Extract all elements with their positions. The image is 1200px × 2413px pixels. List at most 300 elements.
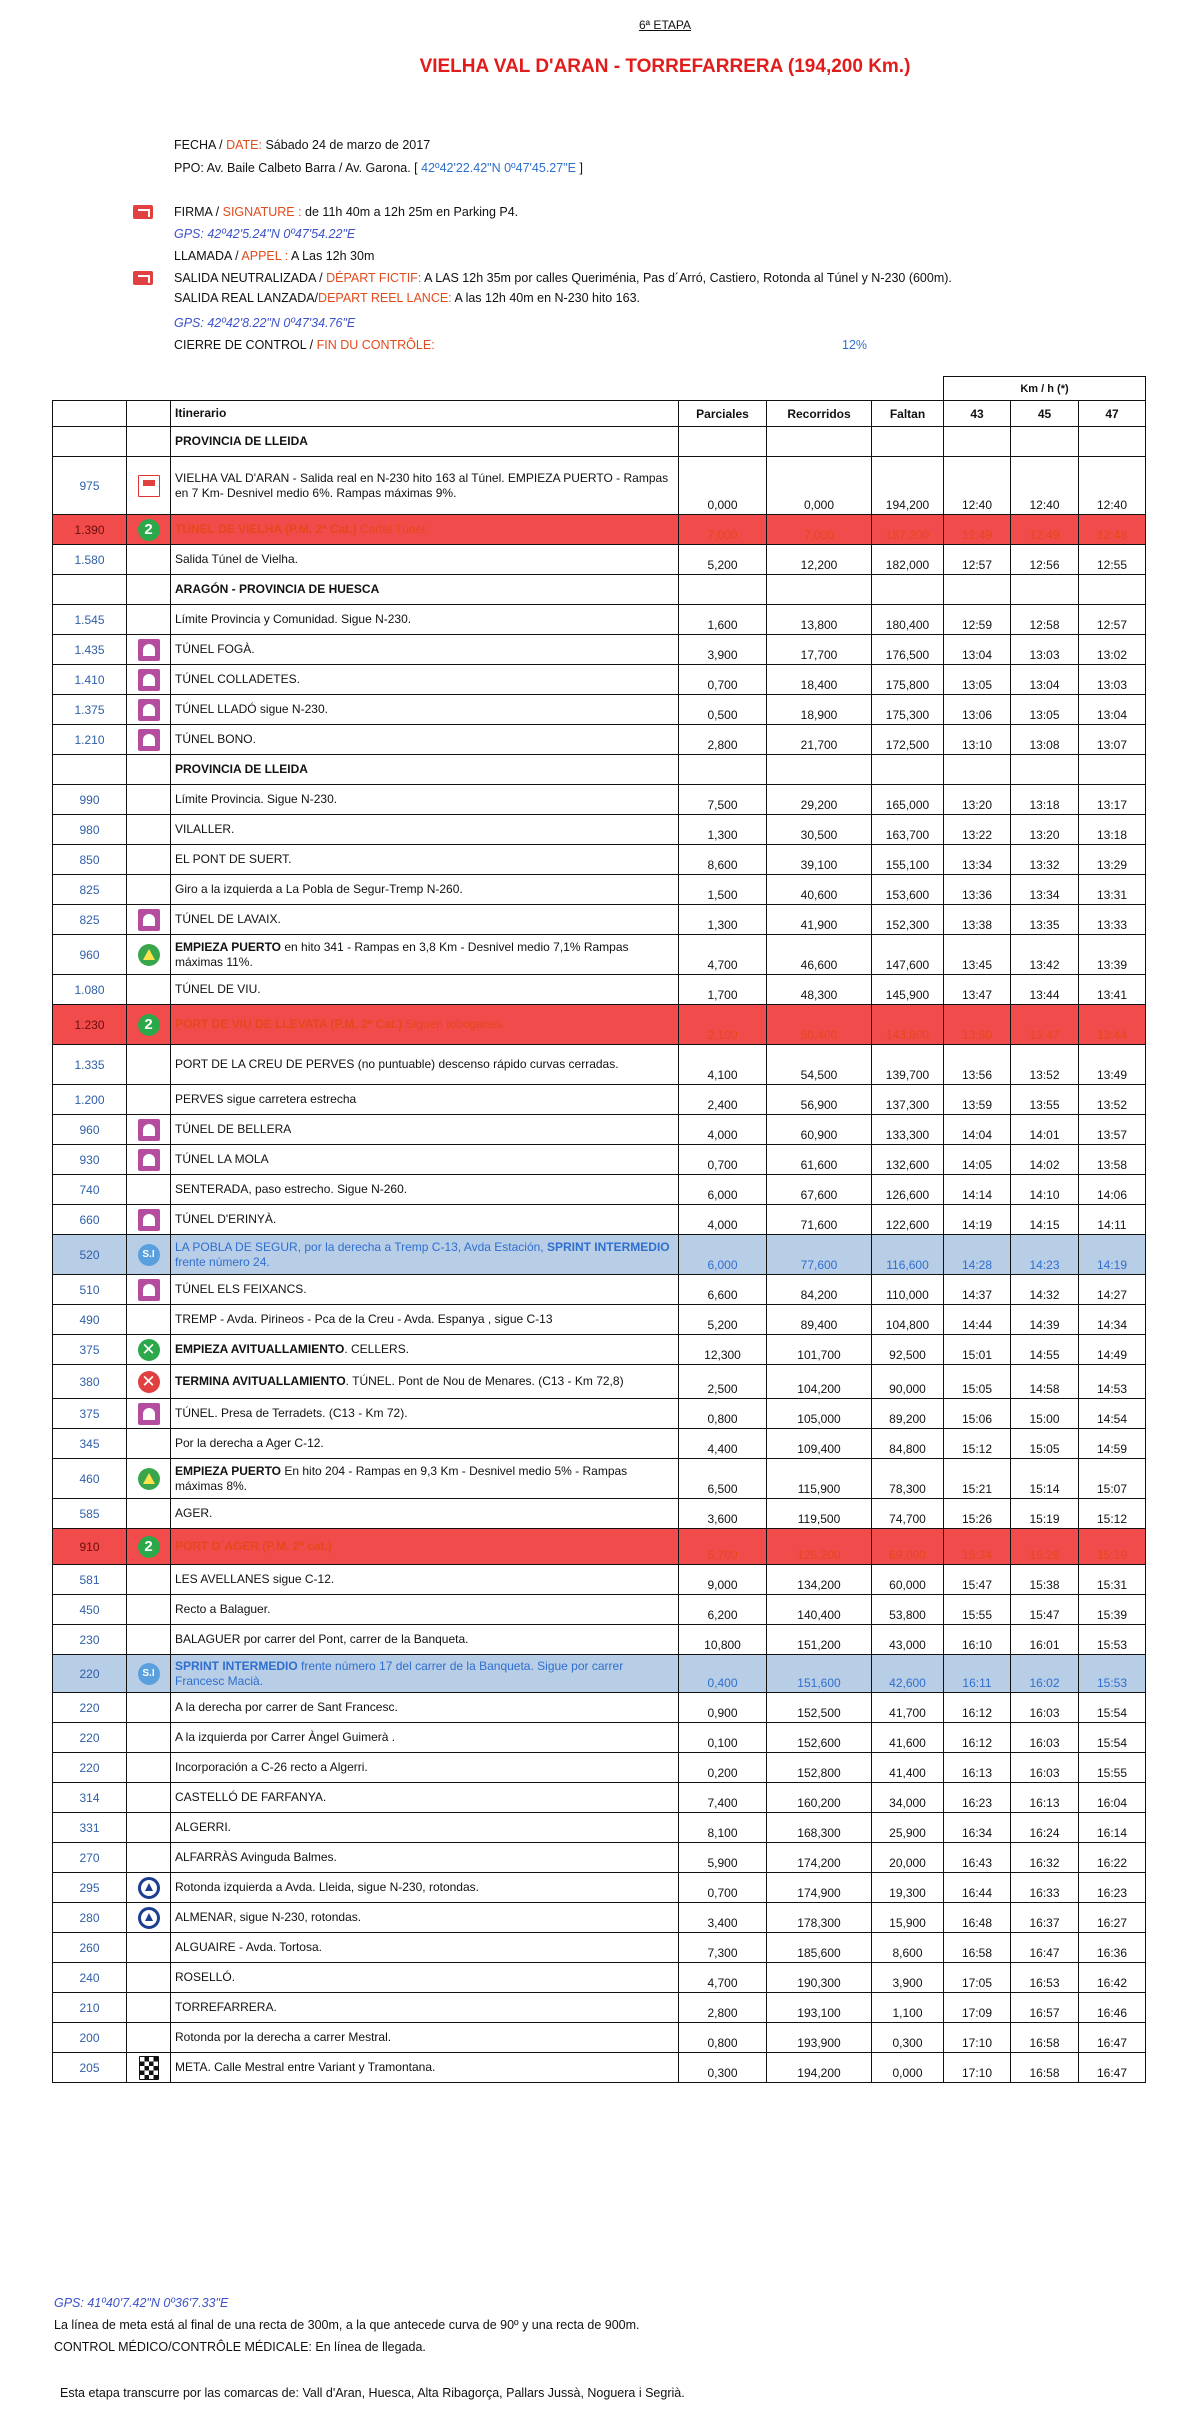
- table-row: [53, 2053, 1146, 2083]
- time-47: 16:27: [1079, 1903, 1146, 1933]
- category-2-climb-icon: 2: [138, 1014, 160, 1036]
- time-47: 13:52: [1079, 1085, 1146, 1115]
- faltan: 155,100: [872, 845, 944, 875]
- time-45: 14:15: [1011, 1205, 1079, 1235]
- time-45: 14:01: [1011, 1115, 1079, 1145]
- itinerary-text: TÚNEL FOGÀ.: [175, 642, 255, 656]
- icon-cell: [127, 457, 171, 515]
- time-45: 15:26: [1011, 1529, 1079, 1565]
- faltan: 69,000: [872, 1529, 944, 1565]
- parciales: 5,200: [679, 1305, 767, 1335]
- recorridos: 134,200: [767, 1565, 872, 1595]
- recorridos: 185,600: [767, 1933, 872, 1963]
- itinerary: [171, 1843, 679, 1873]
- time-47: 16:42: [1079, 1963, 1146, 1993]
- time-47: 13:31: [1079, 875, 1146, 905]
- start-gps: GPS: 42º42'8.22"N 0º47'34.76"E: [174, 316, 356, 330]
- recorridos: 39,100: [767, 845, 872, 875]
- km-altitude: [53, 755, 127, 785]
- speed-header: Km / h (*): [944, 377, 1146, 401]
- time-45: 16:03: [1011, 1693, 1079, 1723]
- km-altitude: 825: [53, 875, 127, 905]
- parciales: 6,500: [679, 1459, 767, 1499]
- itinerary-text: PERVES sigue carretera estrecha: [175, 1092, 357, 1106]
- table-row: [53, 515, 1146, 545]
- parciales: 10,800: [679, 1625, 767, 1655]
- km-altitude: 1.545: [53, 605, 127, 635]
- itinerary: [171, 1335, 679, 1365]
- parciales: 0,700: [679, 1145, 767, 1175]
- faltan: 116,600: [872, 1235, 944, 1275]
- itinerary-text: ROSELLÓ.: [175, 1970, 236, 1984]
- km-altitude: 1.390: [53, 515, 127, 545]
- finish-gps: GPS: 41º40'7.42"N 0º36'7.33"E: [54, 2296, 229, 2310]
- faltan: 41,400: [872, 1753, 944, 1783]
- parciales: 0,500: [679, 695, 767, 725]
- table-row: [53, 1499, 1146, 1529]
- itinerary: [171, 1595, 679, 1625]
- time-45: 13:34: [1011, 875, 1079, 905]
- itinerary-text: Por la derecha a Ager C-12.: [175, 1436, 324, 1450]
- time-45: 16:24: [1011, 1813, 1079, 1843]
- time-45: 16:01: [1011, 1625, 1079, 1655]
- date-value: Sábado 24 de marzo de 2017: [261, 138, 431, 152]
- tunnel-icon: [138, 1149, 160, 1171]
- time-43: 17:10: [944, 2023, 1011, 2053]
- table-row: [53, 1993, 1146, 2023]
- time-43: 16:34: [944, 1813, 1011, 1843]
- faltan: 153,600: [872, 875, 944, 905]
- comarcas-note: Esta etapa transcurre por las comarcas de: Vall d'Aran, Huesca, Alta Ribagorça, Pallars Jussà, Noguera i Segrià.: [60, 2386, 685, 2400]
- parciales: 2,500: [679, 1365, 767, 1399]
- time-43: 13:34: [944, 845, 1011, 875]
- itinerary-text: TÚNEL DE LAVAIX.: [175, 912, 281, 926]
- faltan: 60,000: [872, 1565, 944, 1595]
- tunnel-icon: [138, 1119, 160, 1141]
- faltan: [872, 427, 944, 457]
- time-47: 16:22: [1079, 1843, 1146, 1873]
- table-row: [53, 1235, 1146, 1275]
- table-row: [53, 1335, 1146, 1365]
- time-45: 12:58: [1011, 605, 1079, 635]
- itinerary-text: PORT D´AGER (P.M. 2ª cat.): [175, 1539, 332, 1553]
- col-itinerario: Itinerario: [171, 401, 679, 427]
- faltan: 74,700: [872, 1499, 944, 1529]
- table-header: [53, 401, 1146, 427]
- faltan: 41,600: [872, 1723, 944, 1753]
- km-altitude: 490: [53, 1305, 127, 1335]
- tunnel-icon: [138, 1279, 160, 1301]
- time-47: 13:29: [1079, 845, 1146, 875]
- parciales: 7,000: [679, 515, 767, 545]
- time-43: 13:45: [944, 935, 1011, 975]
- itinerary: [171, 2053, 679, 2083]
- parciales: 8,100: [679, 1813, 767, 1843]
- itinerary-text: Salida Túnel de Vielha.: [175, 552, 298, 566]
- km-altitude: 581: [53, 1565, 127, 1595]
- icon-cell: [127, 1595, 171, 1625]
- parciales: 3,400: [679, 1903, 767, 1933]
- time-45: 15:38: [1011, 1565, 1079, 1595]
- section-row: [53, 755, 1146, 785]
- icon-cell: [127, 935, 171, 975]
- parciales: 1,300: [679, 815, 767, 845]
- itinerary: [171, 815, 679, 845]
- faltan: 165,000: [872, 785, 944, 815]
- itinerary-text: TREMP - Avda. Pirineos - Pca de la Creu - Avda. Espanya , sigue C-13: [175, 1312, 553, 1326]
- km-altitude: 280: [53, 1903, 127, 1933]
- neutral-start-line: [174, 271, 952, 285]
- table-row: [53, 935, 1146, 975]
- icon-cell: [127, 1783, 171, 1813]
- time-47: 15:12: [1079, 1499, 1146, 1529]
- parciales: 3,600: [679, 1499, 767, 1529]
- itinerary: [171, 1723, 679, 1753]
- parciales: [679, 755, 767, 785]
- icon-cell: [127, 1993, 171, 2023]
- parciales: 2,800: [679, 725, 767, 755]
- recorridos: 151,200: [767, 1625, 872, 1655]
- itinerary-note: Siguen toboganes.: [402, 1017, 506, 1031]
- time-43: 15:01: [944, 1335, 1011, 1365]
- signature-icon: [133, 205, 153, 219]
- itinerary-text: TÚNEL BONO.: [175, 732, 256, 746]
- parciales: 0,100: [679, 1723, 767, 1753]
- km-altitude: 740: [53, 1175, 127, 1205]
- itinerary: [171, 875, 679, 905]
- time-43: 16:58: [944, 1933, 1011, 1963]
- parciales: 6,000: [679, 1175, 767, 1205]
- finish-note: La línea de meta está al final de una recta de 300m, a la que antecede curva de 90º y una recta de 900m.: [54, 2318, 640, 2332]
- real-start-line: [174, 291, 640, 305]
- time-47: 16:14: [1079, 1813, 1146, 1843]
- recorridos: 105,000: [767, 1399, 872, 1429]
- time-45: 14:55: [1011, 1335, 1079, 1365]
- icon-cell: [127, 1175, 171, 1205]
- itinerary-text: Incorporación a C-26 recto a Algerri.: [175, 1760, 368, 1774]
- faltan: 152,300: [872, 905, 944, 935]
- time-43: 14:05: [944, 1145, 1011, 1175]
- recorridos: 193,100: [767, 1993, 872, 2023]
- roundabout-icon: [138, 1907, 160, 1929]
- km-altitude: 1.435: [53, 635, 127, 665]
- time-47: 13:18: [1079, 815, 1146, 845]
- time-43: 16:23: [944, 1783, 1011, 1813]
- date-label: FECHA /: [174, 138, 227, 152]
- itinerary: [171, 1365, 679, 1399]
- recorridos: 152,800: [767, 1753, 872, 1783]
- icon-cell: [127, 1753, 171, 1783]
- time-43: 16:48: [944, 1903, 1011, 1933]
- medical-control: CONTROL MÉDICO/CONTRÔLE MÉDICALE: En línea de llegada.: [54, 2340, 426, 2354]
- feed-zone-end-icon: ✕: [138, 1371, 160, 1393]
- icon-cell: [127, 1235, 171, 1275]
- table-row: [53, 1873, 1146, 1903]
- itinerary-text: frente número 17 del carrer de la Banqueta. Sigue por carrer Francesc Macià.: [175, 1658, 624, 1688]
- itinerary-text: PROVINCIA DE LLEIDA: [175, 434, 308, 448]
- time-43: 12:40: [944, 457, 1011, 515]
- faltan: 143,800: [872, 1005, 944, 1045]
- table-row: [53, 1595, 1146, 1625]
- time-45: 14:02: [1011, 1145, 1079, 1175]
- recorridos: [767, 575, 872, 605]
- faltan: 147,600: [872, 935, 944, 975]
- table-row: [53, 1145, 1146, 1175]
- time-43: 16:10: [944, 1625, 1011, 1655]
- time-43: 13:04: [944, 635, 1011, 665]
- table-row: [53, 815, 1146, 845]
- time-47: 13:33: [1079, 905, 1146, 935]
- time-45: 16:03: [1011, 1723, 1079, 1753]
- km-altitude: 1.335: [53, 1045, 127, 1085]
- faltan: 92,500: [872, 1335, 944, 1365]
- call-label-fr: APPEL :: [241, 249, 291, 263]
- faltan: 172,500: [872, 725, 944, 755]
- faltan: 126,600: [872, 1175, 944, 1205]
- date-line: [174, 138, 430, 152]
- faltan: 104,800: [872, 1305, 944, 1335]
- time-45: 14:58: [1011, 1365, 1079, 1399]
- time-45: 13:55: [1011, 1085, 1079, 1115]
- icon-cell: [127, 1903, 171, 1933]
- itinerary: [171, 1235, 679, 1275]
- finish-flag-icon: [139, 2056, 159, 2080]
- parciales: 6,200: [679, 1595, 767, 1625]
- faltan: 8,600: [872, 1933, 944, 1963]
- km-altitude: [53, 575, 127, 605]
- call-value: A Las 12h 30m: [290, 249, 375, 263]
- faltan: 132,600: [872, 1145, 944, 1175]
- table-row: [53, 725, 1146, 755]
- itinerary-text: CASTELLÓ DE FARFANYA.: [175, 1790, 327, 1804]
- time-47: 13:17: [1079, 785, 1146, 815]
- itinerary: [171, 725, 679, 755]
- time-43: 13:10: [944, 725, 1011, 755]
- table-row: [53, 975, 1146, 1005]
- feed-zone-start-icon: ✕: [138, 1339, 160, 1361]
- itinerary-bold: EMPIEZA PUERTO: [175, 1463, 282, 1478]
- time-45: 16:58: [1011, 2023, 1079, 2053]
- control-close-percent: 12%: [842, 338, 868, 352]
- table-row: [53, 1783, 1146, 1813]
- parciales: 2,400: [679, 1085, 767, 1115]
- time-47: 14:54: [1079, 1399, 1146, 1429]
- itinerary: [171, 1399, 679, 1429]
- time-45: 16:13: [1011, 1783, 1079, 1813]
- call-line: [174, 249, 374, 263]
- time-43: 15:26: [944, 1499, 1011, 1529]
- km-altitude: 850: [53, 845, 127, 875]
- icon-cell: [127, 1693, 171, 1723]
- itinerary: [171, 1429, 679, 1459]
- col-recorridos: Recorridos: [767, 401, 872, 427]
- parciales: 0,800: [679, 2023, 767, 2053]
- time-45: 13:52: [1011, 1045, 1079, 1085]
- km-altitude: 1.375: [53, 695, 127, 725]
- parciales: 4,700: [679, 1963, 767, 1993]
- itinerary: [171, 845, 679, 875]
- km-altitude: 1.200: [53, 1085, 127, 1115]
- itinerary-note: Cartel Túnel.: [356, 522, 429, 536]
- neutral-start-label: SALIDA NEUTRALIZADA /: [174, 271, 327, 285]
- itinerary-text: A la izquierda por Carrer Àngel Guimerà .: [175, 1730, 396, 1744]
- km-altitude: 510: [53, 1275, 127, 1305]
- time-45: 15:19: [1011, 1499, 1079, 1529]
- parciales: [679, 427, 767, 457]
- time-45: 15:05: [1011, 1429, 1079, 1459]
- neutral-start-label-fr: DÉPART FICTIF:: [326, 271, 422, 285]
- parciales: 5,700: [679, 1529, 767, 1565]
- col-faltan: Faltan: [872, 401, 944, 427]
- time-47: 16:46: [1079, 1993, 1146, 2023]
- time-47: 13:41: [1079, 975, 1146, 1005]
- itinerary-text: TÚNEL LA MOLA: [175, 1152, 269, 1166]
- time-43: 13:06: [944, 695, 1011, 725]
- faltan: 0,300: [872, 2023, 944, 2053]
- ppo-gps: 42º42'22.42"N 0º47'45.27"E: [421, 161, 576, 175]
- time-43: 15:55: [944, 1595, 1011, 1625]
- table-row: [53, 785, 1146, 815]
- signature-label: FIRMA /: [174, 205, 223, 219]
- time-45: 14:32: [1011, 1275, 1079, 1305]
- icon-cell: [127, 1045, 171, 1085]
- recorridos: 21,700: [767, 725, 872, 755]
- time-47: 13:49: [1079, 1045, 1146, 1085]
- time-47: 15:55: [1079, 1753, 1146, 1783]
- faltan: 110,000: [872, 1275, 944, 1305]
- time-45: 16:37: [1011, 1903, 1079, 1933]
- time-45: 14:10: [1011, 1175, 1079, 1205]
- itinerary-text: Límite Provincia. Sigue N-230.: [175, 792, 338, 806]
- table-row: [53, 1085, 1146, 1115]
- faltan: [872, 755, 944, 785]
- faltan: 180,400: [872, 605, 944, 635]
- time-43: 13:50: [944, 1005, 1011, 1045]
- parciales: 0,900: [679, 1693, 767, 1723]
- time-47: 14:53: [1079, 1365, 1146, 1399]
- time-47: 13:44: [1079, 1005, 1146, 1045]
- itinerary: [171, 1993, 679, 2023]
- recorridos: 18,400: [767, 665, 872, 695]
- icon-cell: [127, 1565, 171, 1595]
- faltan: 176,500: [872, 635, 944, 665]
- recorridos: 101,700: [767, 1335, 872, 1365]
- faltan: 89,200: [872, 1399, 944, 1429]
- section-row: [53, 575, 1146, 605]
- itinerary: [171, 1275, 679, 1305]
- time-47: 15:07: [1079, 1459, 1146, 1499]
- col-speed-47: 47: [1079, 401, 1146, 427]
- icon-cell: [127, 845, 171, 875]
- time-47: 15:39: [1079, 1595, 1146, 1625]
- itinerary-text: LA POBLA DE SEGUR, por la derecha a Tremp C-13, Avda Estación,: [175, 1239, 547, 1254]
- icon-cell: [127, 1365, 171, 1399]
- faltan: 15,900: [872, 1903, 944, 1933]
- recorridos: 13,800: [767, 605, 872, 635]
- time-43: 15:34: [944, 1529, 1011, 1565]
- icon-cell: [127, 1933, 171, 1963]
- time-45: 13:42: [1011, 935, 1079, 975]
- time-43: 16:44: [944, 1873, 1011, 1903]
- table-row: [53, 1565, 1146, 1595]
- time-45: 16:03: [1011, 1753, 1079, 1783]
- itinerary-text: LES AVELLANES sigue C-12.: [175, 1572, 335, 1586]
- itinerary-text: PORT DE VIU DE LLEVATA (P.M. 2ª Cat.): [175, 1017, 403, 1031]
- parciales: 3,900: [679, 635, 767, 665]
- time-47: 14:49: [1079, 1335, 1146, 1365]
- table-row: [53, 1813, 1146, 1843]
- table-row: [53, 1693, 1146, 1723]
- time-43: 15:12: [944, 1429, 1011, 1459]
- time-47: 13:07: [1079, 725, 1146, 755]
- itinerary-text: Rotonda por la derecha a carrer Mestral.: [175, 2030, 392, 2044]
- itinerary-text: Rotonda izquierda a Avda. Lleida, sigue N-230, rotondas.: [175, 1880, 479, 1894]
- signature-line: [174, 205, 518, 219]
- time-43: 14:37: [944, 1275, 1011, 1305]
- itinerary-text: TORREFARRERA.: [175, 2000, 277, 2014]
- time-43: 14:28: [944, 1235, 1011, 1275]
- recorridos: 40,600: [767, 875, 872, 905]
- time-47: 14:27: [1079, 1275, 1146, 1305]
- time-43: 16:13: [944, 1753, 1011, 1783]
- time-45: 13:18: [1011, 785, 1079, 815]
- parciales: 7,400: [679, 1783, 767, 1813]
- itinerary: [171, 1873, 679, 1903]
- time-45: 13:03: [1011, 635, 1079, 665]
- recorridos: 41,900: [767, 905, 872, 935]
- itinerary: [171, 975, 679, 1005]
- category-2-climb-icon: 2: [138, 1536, 160, 1558]
- itinerary: [171, 905, 679, 935]
- time-47: 12:48: [1079, 515, 1146, 545]
- itinerary: [171, 1625, 679, 1655]
- col-speed-43: 43: [944, 401, 1011, 427]
- recorridos: 67,600: [767, 1175, 872, 1205]
- recorridos: 193,900: [767, 2023, 872, 2053]
- recorridos: 61,600: [767, 1145, 872, 1175]
- time-43: 13:56: [944, 1045, 1011, 1085]
- time-47: [1079, 755, 1146, 785]
- km-altitude: 375: [53, 1399, 127, 1429]
- time-45: 13:47: [1011, 1005, 1079, 1045]
- itinerary-text: ALFARRÀS Avinguda Balmes.: [175, 1850, 337, 1864]
- table-row: [53, 905, 1146, 935]
- km-altitude: 210: [53, 1993, 127, 2023]
- table-row: [53, 1529, 1146, 1565]
- icon-cell: [127, 665, 171, 695]
- time-47: 14:06: [1079, 1175, 1146, 1205]
- parciales: 0,300: [679, 2053, 767, 2083]
- time-43: 17:05: [944, 1963, 1011, 1993]
- itinerary-text: Límite Provincia y Comunidad. Sigue N-230.: [175, 612, 412, 626]
- km-altitude: 1.080: [53, 975, 127, 1005]
- recorridos: 0,000: [767, 457, 872, 515]
- time-47: 15:31: [1079, 1565, 1146, 1595]
- faltan: 42,600: [872, 1655, 944, 1693]
- table-header-kmh: [53, 377, 1146, 401]
- recorridos: 125,200: [767, 1529, 872, 1565]
- icon-cell: [127, 1115, 171, 1145]
- time-43: 13:38: [944, 905, 1011, 935]
- real-start-label: SALIDA REAL LANZADA/: [174, 291, 319, 305]
- icon-cell: [127, 1723, 171, 1753]
- parciales: 6,000: [679, 1235, 767, 1275]
- itinerary-bold: EMPIEZA AVITUALLAMIENTO: [175, 1342, 345, 1356]
- time-47: 15:53: [1079, 1625, 1146, 1655]
- itinerary-text: ALGUAIRE - Avda. Tortosa.: [175, 1940, 322, 1954]
- time-45: 13:08: [1011, 725, 1079, 755]
- km-altitude: 460: [53, 1459, 127, 1499]
